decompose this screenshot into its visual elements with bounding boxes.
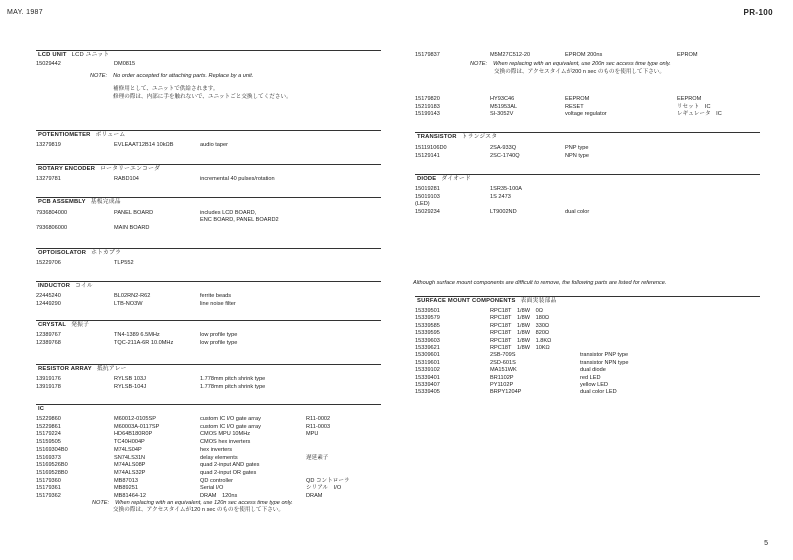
section-title-en: IC	[38, 406, 45, 412]
part-note: dual color	[565, 208, 590, 215]
part-side: DRAM	[306, 493, 323, 499]
part-note: custom IC I/O gate array	[200, 416, 261, 422]
part-side: R11-0003	[306, 423, 331, 430]
section-rule	[36, 248, 381, 249]
part-part: 15179820	[415, 96, 440, 102]
section-title	[38, 283, 93, 290]
section-rule	[415, 296, 760, 297]
smd-note: Although surface mount components are difficult to remove, the following parts are listed for reference.	[413, 280, 667, 286]
section-title-en: TRANSISTOR	[417, 134, 457, 140]
part-part: 15169526B0	[36, 462, 68, 469]
section-title-jp: ボリューム	[95, 132, 126, 138]
part-desc: TC40H004P	[114, 439, 145, 446]
part-side: R11-0002	[306, 416, 331, 422]
section-title-en: ROTARY ENCODER	[38, 166, 96, 172]
part-note: ferrite beads	[200, 293, 232, 299]
part-desc: RPC18T 1/8W 10KΩ	[490, 345, 550, 351]
section-title	[38, 132, 125, 139]
part-desc: 2SC-1740Q	[490, 153, 520, 159]
part-desc: RYLSB 103J	[114, 376, 146, 382]
part-note: DRAM 120ns	[200, 493, 238, 499]
section-rule	[36, 364, 381, 365]
part-part: 15159505	[36, 439, 61, 446]
part-side: EPROM	[677, 52, 698, 58]
part-note: line noise filter	[200, 301, 236, 307]
section-title-en: POTENTIOMETER	[38, 132, 91, 138]
section-title	[417, 176, 471, 183]
note-label: NOTE:	[92, 500, 110, 506]
part-part: 15029442	[36, 61, 61, 67]
section-rule	[415, 132, 760, 133]
part-side: EEPROM	[677, 96, 702, 102]
section-title	[38, 52, 109, 59]
part-part: 15019281	[415, 186, 440, 192]
note-line	[90, 73, 253, 80]
part-part: 15199143	[415, 111, 440, 117]
part-desc: 2SA-933Q	[490, 145, 517, 151]
note-text: When replacing with an equivalent, use 120n sec access time type only.	[115, 500, 293, 506]
part-part: 15339405	[415, 389, 440, 396]
part-part: 15169373	[36, 454, 61, 461]
part-part: 13919176	[36, 376, 61, 382]
part-desc: M74ALS08P	[114, 462, 146, 469]
part-desc: RPC18T 1/8W 330Ω	[490, 322, 550, 329]
part-desc: DM0815	[114, 61, 136, 67]
part-part: (LED)	[415, 201, 430, 207]
part-desc: RYLSB-104J	[114, 384, 147, 390]
part-part: 15029234	[415, 208, 440, 215]
part-note: audio taper	[200, 142, 228, 148]
part-desc: RPC18T 1/8W 820Ω	[490, 330, 550, 337]
part-desc: M5M27C512-20	[490, 52, 531, 58]
section-title-en: SURFACE MOUNT COMPONENTS	[417, 298, 516, 304]
part-part: 15219183	[415, 103, 440, 110]
part-note: custom IC I/O gate array	[200, 423, 261, 430]
section-title	[38, 322, 89, 329]
part-part: 7936804000	[36, 210, 68, 216]
part-part: 15339401	[415, 374, 440, 381]
part-note: includes LCD BOARD,	[200, 210, 257, 216]
section-title-en: DIODE	[417, 176, 437, 182]
section-title	[417, 298, 557, 305]
part-desc: M60003A-0117SP	[114, 423, 160, 430]
part-desc: SN74LS31N	[114, 454, 146, 461]
part-note: ENC BOARD, PANEL BOARD2	[200, 217, 279, 224]
section-title-jp: LCD ユニット	[71, 52, 110, 58]
part-part: 15339407	[415, 382, 440, 388]
part-part: 15179361	[36, 485, 61, 492]
part-desc: BR1102P	[490, 374, 514, 381]
part-note: Serial I/O	[200, 485, 224, 492]
note-line	[470, 61, 671, 68]
part-desc: 2SD-601S	[490, 359, 516, 366]
part-desc: EVLEAAT12B14 10kΩB	[114, 142, 174, 148]
note-label: NOTE:	[470, 61, 488, 67]
note-text: When replacing with an equivalent, use 200n sec access time type only.	[493, 61, 671, 67]
section-title	[38, 366, 127, 373]
part-part: 15119106D0	[415, 145, 447, 151]
part-note: transistor NPN type	[580, 359, 629, 366]
section-rule	[36, 197, 381, 198]
part-note: incremental 40 pulses/rotation	[200, 176, 275, 182]
part-part: 15019103	[415, 193, 440, 200]
part-note: CMOS MPU 10MHz	[200, 431, 251, 438]
section-title-en: INDUCTOR	[38, 283, 71, 289]
part-desc: RPC18T 1/8W 180Ω	[490, 315, 550, 322]
part-note: red LED	[580, 374, 601, 381]
part-desc: PANEL BOARD	[114, 210, 154, 216]
jp-note: 補修用として、ユニットで供給されます。	[113, 86, 219, 92]
part-note: EPROM 200ns	[565, 52, 603, 58]
section-title-jp: ロータリーエンコーダ	[100, 166, 161, 172]
part-note: transistor PNP type	[580, 352, 629, 359]
part-note: CMOS hex inverters	[200, 439, 251, 446]
part-desc: 1S 2473	[490, 193, 511, 200]
part-part: 12389768	[36, 340, 61, 346]
part-desc: SI-3052V	[490, 111, 514, 117]
section-title	[38, 406, 44, 413]
part-desc: 2SB-709S	[490, 352, 516, 359]
part-part: 13919178	[36, 384, 61, 390]
jp-note: 交換の際は、アクセスタイムが200 n sec のものを使用して下さい。	[494, 69, 665, 75]
part-part: 15339603	[415, 337, 440, 344]
section-title-jp: トランジスタ	[461, 134, 498, 140]
part-part: 12389767	[36, 332, 61, 338]
part-note: hex inverters	[200, 446, 233, 453]
part-side: レギュレータ IC	[677, 111, 722, 117]
section-title-jp: ダイオード	[441, 176, 472, 182]
part-part: 15129141	[415, 153, 440, 159]
part-desc: HD64B180R0P	[114, 431, 153, 438]
part-desc: TQC-211A-6R 10.0MHz	[114, 340, 174, 346]
note-line	[92, 500, 293, 507]
section-title-jp: 表面実装部品	[520, 298, 557, 304]
section-title-en: RESISTOR ARRAY	[38, 366, 92, 372]
section-rule	[36, 130, 381, 131]
part-desc: M60012-0105SP	[114, 416, 156, 422]
section-title-jp: ホトカプラ	[91, 250, 121, 256]
section-title-jp: 抵抗アレー	[96, 366, 127, 372]
part-desc: MAIN BOARD	[114, 224, 150, 231]
part-desc: M74ALS32P	[114, 469, 146, 476]
section-title-jp: コイル	[75, 283, 93, 289]
header-date: MAY. 1987	[7, 9, 43, 16]
part-note: quad 2-input OR gates	[200, 469, 257, 476]
part-part: 15339501	[415, 308, 440, 314]
part-part: 15179360	[36, 477, 61, 484]
part-note: delay elements	[200, 454, 238, 461]
part-part: 13279781	[36, 176, 61, 182]
part-note: QD controller	[200, 477, 233, 484]
section-rule	[36, 404, 381, 405]
part-desc: LT9002ND	[490, 208, 517, 215]
part-part: 15169304B0	[36, 446, 68, 453]
part-side: シリアル I/O	[306, 485, 342, 492]
part-part: 15229706	[36, 260, 61, 266]
part-part: 15179224	[36, 431, 61, 438]
section-title	[417, 134, 497, 141]
part-part: 7936806000	[36, 224, 68, 231]
jp-note: 交換の際は、アクセスタイムが120 n sec のものを使用して下さい。	[113, 507, 284, 513]
part-part: 15339595	[415, 330, 440, 337]
section-rule	[36, 164, 381, 165]
section-title	[38, 250, 121, 257]
part-desc: TN4-1389 6.5MHz	[114, 332, 160, 338]
part-note: RESET	[565, 103, 584, 110]
part-side: 遅延素子	[306, 454, 329, 461]
part-desc: RPC18T 1/8W 0Ω	[490, 308, 543, 314]
part-note: 1.778mm pitch shrink type	[200, 376, 266, 382]
part-part: 15309601	[415, 352, 440, 359]
part-desc: M74LS04P	[114, 446, 142, 453]
part-desc: BL02RN2-R62	[114, 293, 151, 299]
part-part: 15179362	[36, 493, 61, 499]
part-side: QD コントローラ	[306, 477, 350, 484]
part-desc: MB81464-12	[114, 493, 147, 499]
section-title	[38, 199, 121, 206]
part-part: 15339621	[415, 345, 440, 351]
part-part: 15179837	[415, 52, 440, 58]
part-desc: M51953AL	[490, 103, 518, 110]
part-note: PNP type	[565, 145, 589, 151]
part-desc: RPC18T 1/8W 1.8KΩ	[490, 337, 552, 344]
note-text: No order accepted for attaching parts. Replace by a unit.	[113, 73, 254, 79]
section-title-en: PCB ASSEMBLY	[38, 199, 86, 205]
part-part: 15339579	[415, 315, 440, 322]
part-desc: RABD104	[114, 176, 139, 182]
part-side: リセット IC	[677, 103, 711, 110]
section-title-en: LCD UNIT	[38, 52, 67, 58]
part-desc: MB87013	[114, 477, 138, 484]
section-rule	[36, 320, 381, 321]
part-note: low profile type	[200, 340, 238, 346]
part-part: 22445240	[36, 293, 61, 299]
section-title-en: OPTOISOLATOR	[38, 250, 87, 256]
part-part: 15319601	[415, 359, 440, 366]
section-rule	[36, 50, 381, 51]
section-title-jp: 基板完成品	[90, 199, 121, 205]
part-note: 1.778mm pitch shrink type	[200, 384, 266, 390]
part-desc: HY93C46	[490, 96, 515, 102]
section-title-en: CRYSTAL	[38, 322, 67, 328]
page-number: 5	[764, 540, 768, 547]
section-title	[38, 166, 160, 173]
part-part: 15229861	[36, 423, 61, 430]
part-desc: PY1102P	[490, 382, 514, 388]
part-note: dual color LED	[580, 389, 617, 396]
part-desc: BRPY1204P	[490, 389, 522, 396]
part-part: 12449290	[36, 301, 61, 307]
part-note: voltage regulator	[565, 111, 607, 117]
part-desc: MA151WK	[490, 367, 517, 374]
part-desc: 1SR35-100A	[490, 186, 523, 192]
part-part: 15229860	[36, 416, 61, 422]
part-note: dual diode	[580, 367, 606, 374]
part-note: EEPROM	[565, 96, 590, 102]
jp-note: 修理の際は、内部に手を触れないで、ユニットごと交換してください。	[113, 94, 292, 100]
part-part: 13279819	[36, 142, 61, 148]
part-part: 15169528B0	[36, 469, 68, 476]
part-desc: LTB-NO3W	[114, 301, 143, 307]
header-model: PR-100	[743, 8, 773, 17]
part-note: low profile type	[200, 332, 238, 338]
part-note: yellow LED	[580, 382, 608, 388]
section-title-jp: 発振子	[71, 322, 90, 328]
part-side: MPU	[306, 431, 319, 438]
part-note: quad 2-input AND gates	[200, 462, 260, 469]
part-desc: MB89251	[114, 485, 138, 492]
part-part: 15339102	[415, 367, 440, 374]
section-rule	[36, 281, 381, 282]
part-desc: TLP552	[114, 260, 134, 266]
note-label: NOTE:	[90, 73, 108, 79]
part-note: NPN type	[565, 153, 589, 159]
part-part: 15339585	[415, 322, 440, 329]
section-rule	[415, 174, 760, 175]
